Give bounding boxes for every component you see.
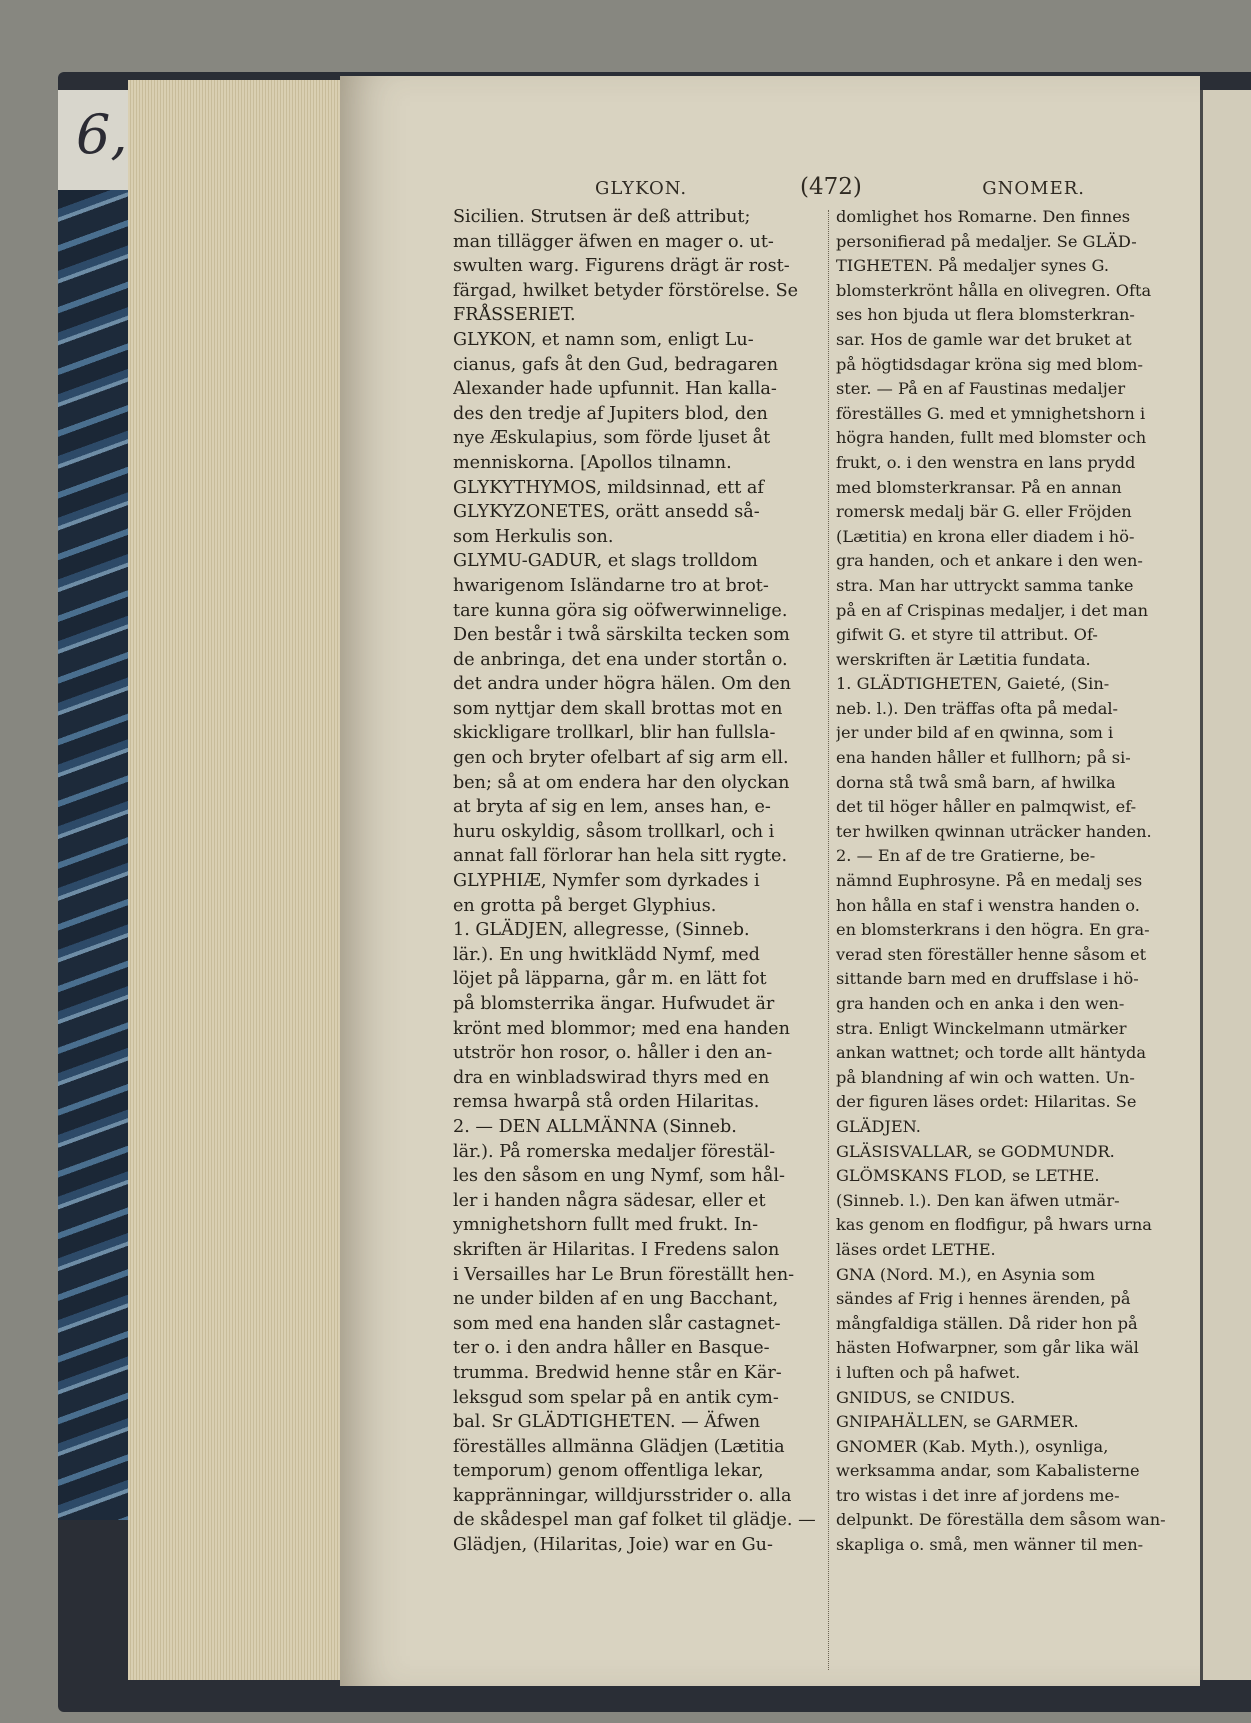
text-line: krönt med blommor; med ena handen bbox=[453, 1018, 790, 1039]
text-line: ster. — På en af Faustinas medaljer bbox=[836, 379, 1126, 399]
text-line: frukt, o. i den wenstra en lans prydd bbox=[836, 452, 1136, 472]
text-line: personifierad på medaljer. Se GLÄD- bbox=[836, 231, 1137, 251]
column-divider bbox=[828, 210, 829, 1670]
text-line: skapliga o. små, men wänner til men- bbox=[836, 1535, 1144, 1555]
text-line: det andra under högra hälen. Om den bbox=[453, 674, 792, 695]
text-line: mångfaldiga ställen. Då rider hon på bbox=[836, 1313, 1138, 1333]
text-line: utströr hon rosor, o. håller i den an- bbox=[453, 1043, 773, 1064]
text-line: på en af Crispinas medaljer, i det man bbox=[836, 600, 1149, 620]
text-line: cianus, gafs åt den Gud, bedragaren bbox=[453, 354, 779, 375]
marbled-cover bbox=[58, 190, 128, 1520]
text-line: kas genom en flodfigur, på hwars urna bbox=[836, 1215, 1152, 1235]
text-line: 2. — En af de tre Gratierne, be- bbox=[836, 846, 1096, 866]
text-line: tare kunna göra sig oöfwerwinnelige. bbox=[453, 600, 788, 621]
text-line: som med ena handen slår castagnet- bbox=[453, 1313, 781, 1334]
text-line: gra handen och en anka i den wen- bbox=[836, 994, 1125, 1013]
text-line: hästen Hofwarpner, som går lika wäl bbox=[836, 1338, 1139, 1358]
text-line: ses hon bjuda ut flera blomsterkran- bbox=[836, 305, 1135, 325]
text-line: som Herkulis son. bbox=[453, 526, 614, 547]
text-line: gen och bryter ofelbart af sig arm ell. bbox=[453, 748, 789, 769]
text-line: ena handen håller et fullhorn; på si- bbox=[836, 748, 1131, 768]
text-line: sittande barn med en druffslase i hö- bbox=[836, 969, 1139, 989]
text-line: nye Æskulapius, som förde ljuset åt bbox=[453, 428, 771, 449]
text-line: jer under bild af en qwinna, som i bbox=[836, 723, 1114, 743]
text-line: Glädjen, (Hilaritas, Joie) war en Gu- bbox=[453, 1535, 773, 1556]
text-line: lär.). På romerska medaljer förestäl- bbox=[453, 1141, 776, 1162]
text-line: på blandning af win och watten. Un- bbox=[836, 1067, 1135, 1087]
text-line: i luften och på hafwet. bbox=[836, 1362, 1021, 1382]
text-line: (Lætitia) en krona eller diadem i hö- bbox=[836, 526, 1135, 546]
page-number: (472) bbox=[800, 174, 862, 200]
text-line: GLYKON, et namn som, enligt Lu- bbox=[453, 329, 754, 350]
text-line: trumma. Bredwid henne står en Kär- bbox=[453, 1362, 782, 1383]
page-edges bbox=[128, 80, 360, 1680]
text-line: huru oskyldig, såsom trollkarl, och i bbox=[453, 821, 775, 842]
text-line: romersk medalj bär G. eller Fröjden bbox=[836, 502, 1132, 522]
text-line: de skådespel man gaf folket til glädje. — bbox=[453, 1510, 816, 1531]
right-column bbox=[836, 205, 1178, 1675]
text-line: swulten warg. Figurens drägt är rost- bbox=[453, 256, 790, 277]
text-line: färgad, hwilket betyder förstörelse. Se bbox=[453, 280, 799, 301]
text-line: Den består i twå särskilta tecken som bbox=[453, 625, 790, 646]
text-line: GNIPAHÄLLEN, se GARMER. bbox=[836, 1412, 1079, 1432]
text-line: på högtidsdagar kröna sig med blom- bbox=[836, 354, 1144, 374]
text-line: neb. l.). Den träffas ofta på medal- bbox=[836, 698, 1119, 718]
text-line: annat fall förlorar han hela sitt rygte. bbox=[453, 846, 788, 867]
text-line: dorna stå twå små barn, af hwilka bbox=[836, 772, 1116, 792]
text-line: ben; så at om endera har den olyckan bbox=[453, 772, 790, 793]
text-line: tro wistas i det inre af jordens me- bbox=[836, 1485, 1120, 1505]
text-line: ne under bilden af en ung Bacchant, bbox=[453, 1289, 779, 1310]
text-line: gifwit G. et styre til attribut. Of- bbox=[836, 625, 1098, 645]
text-line: der figuren läses ordet: Hilaritas. Se bbox=[836, 1092, 1137, 1112]
text-line: sar. Hos de gamle war det bruket at bbox=[836, 329, 1132, 349]
text-line: Sicilien. Strutsen är deß attribut; bbox=[453, 207, 751, 227]
text-line: werksamma andar, som Kabalisterne bbox=[836, 1461, 1140, 1481]
text-line: hwarigenom Isländarne tro at brot- bbox=[453, 575, 769, 596]
text-line: man tillägger äfwen en mager o. ut- bbox=[453, 231, 774, 252]
text-line: löjet på läpparna, går m. en lätt fot bbox=[453, 969, 767, 990]
text-line: föreställes G. med et ymnighetshorn i bbox=[836, 403, 1146, 423]
text-line: des den tredje af Jupiters blod, den bbox=[453, 403, 768, 424]
text-line: läses ordet LETHE. bbox=[836, 1239, 996, 1259]
text-line: högra handen, fullt med blomster och bbox=[836, 428, 1147, 448]
text-line: ter o. i den andra håller en Basque- bbox=[453, 1338, 770, 1359]
text-line: GLÖMSKANS FLOD, se LETHE. bbox=[836, 1166, 1100, 1186]
text-line: GNOMER (Kab. Myth.), osynliga, bbox=[836, 1436, 1109, 1456]
text-line: 2. — DEN ALLMÄNNA (Sinneb. bbox=[453, 1116, 737, 1137]
text-line: domlighet hos Romarne. Den finnes bbox=[836, 207, 1131, 226]
text-line: TIGHETEN. På medaljer synes G. bbox=[836, 256, 1110, 276]
spine-mark: 6, bbox=[76, 103, 128, 166]
text-line: (Sinneb. l.). Den kan äfwen utmär- bbox=[836, 1190, 1120, 1210]
text-line: hon hålla en staf i wenstra handen o. bbox=[836, 895, 1140, 915]
text-line: temporum) genom offentliga lekar, bbox=[453, 1461, 764, 1482]
text-line: ler i handen några sädesar, eller et bbox=[453, 1190, 766, 1211]
text-line: remsa hwarpå stå orden Hilaritas. bbox=[453, 1092, 760, 1113]
text-line: gra handen, och et ankare i den wen- bbox=[836, 551, 1143, 571]
text-line: sändes af Frig i hennes ärenden, på bbox=[836, 1289, 1131, 1309]
text-line: Alexander hade upfunnit. Han kalla- bbox=[453, 379, 777, 400]
text-line: lär.). En ung hwitklädd Nymf, med bbox=[453, 944, 760, 965]
text-line: nämnd Euphrosyne. På en medalj ses bbox=[836, 871, 1143, 891]
text-line: GNA (Nord. M.), en Asynia som bbox=[836, 1264, 1095, 1284]
text-line: at bryta af sig en lem, anses han, e- bbox=[453, 797, 771, 818]
text-line: GLÄDJEN. bbox=[836, 1116, 921, 1136]
text-line: delpunkt. De föreställa dem såsom wan- bbox=[836, 1510, 1166, 1530]
text-line: 1. GLÄDTIGHETEN, Gaieté, (Sin- bbox=[836, 674, 1110, 694]
spine-label bbox=[58, 90, 130, 190]
text-line: GLYKYZONETES, orätt ansedd så- bbox=[453, 502, 760, 523]
text-line: 1. GLÄDJEN, allegresse, (Sinneb. bbox=[453, 920, 750, 941]
text-line: dra en winbladswirad thyrs med en bbox=[453, 1067, 770, 1088]
text-line: de anbringa, det ena under stortån o. bbox=[453, 649, 788, 670]
left-column bbox=[453, 205, 821, 1675]
text-line: GNIDUS, se CNIDUS. bbox=[836, 1387, 1016, 1407]
text-line: les den såsom en ung Nymf, som hål- bbox=[453, 1166, 785, 1187]
text-line: verad sten föreställer henne såsom et bbox=[836, 944, 1147, 964]
text-line: föreställes allmänna Glädjen (Lætitia bbox=[453, 1436, 785, 1457]
text-line: GLYKYTHYMOS, mildsinnad, ett af bbox=[453, 477, 764, 498]
text-line: FRÅSSERIET. bbox=[453, 305, 576, 326]
text-line: skickligare trollkarl, blir han fullsla- bbox=[453, 723, 776, 744]
text-line: stra. Enligt Winckelmann utmärker bbox=[836, 1018, 1127, 1038]
text-line: på blomsterrika ängar. Hufwudet är bbox=[453, 994, 775, 1014]
text-line: menniskorna. [Apollos tilnamn. bbox=[453, 452, 732, 473]
header-left-word: GLYKON. bbox=[595, 178, 688, 199]
text-line: bal. Sr GLÄDTIGHETEN. — Äfwen bbox=[453, 1412, 761, 1433]
text-line: blomsterkrönt hålla en olivegren. Ofta bbox=[836, 280, 1152, 300]
text-line: det til höger håller en palmqwist, ef- bbox=[836, 797, 1137, 817]
text-line: en grotta på berget Glyphius. bbox=[453, 895, 717, 916]
text-line: som nyttjar dem skall brottas mot en bbox=[453, 698, 783, 719]
text-line: en blomsterkrans i den högra. En gra- bbox=[836, 920, 1150, 940]
text-line: med blomsterkransar. På en annan bbox=[836, 477, 1122, 497]
text-line: GLYMU-GADUR, et slags trolldom bbox=[453, 551, 758, 572]
text-line: leksgud som spelar på en antik cym- bbox=[453, 1387, 779, 1408]
text-line: kappränningar, willdjursstrider o. alla bbox=[453, 1485, 792, 1506]
text-line: stra. Man har uttryckt samma tanke bbox=[836, 575, 1134, 595]
text-line: skriften är Hilaritas. I Fredens salon bbox=[453, 1239, 780, 1260]
header-right-word: GNOMER. bbox=[982, 178, 1085, 199]
facing-page-edge bbox=[1200, 90, 1251, 1680]
text-line: ankan wattnet; och torde allt häntyda bbox=[836, 1043, 1147, 1063]
text-line: GLYPHIÆ, Nymfer som dyrkades i bbox=[453, 871, 760, 892]
text-line: ter hwilken qwinnan uträcker handen. bbox=[836, 821, 1152, 841]
text-line: i Versailles har Le Brun föreställt hen- bbox=[453, 1264, 795, 1285]
text-line: ymnighetshorn fullt med frukt. In- bbox=[453, 1215, 759, 1236]
text-line: werskriften är Lætitia fundata. bbox=[836, 649, 1091, 669]
running-header bbox=[595, 174, 1085, 208]
text-line: GLÄSISVALLAR, se GODMUNDR. bbox=[836, 1141, 1115, 1161]
